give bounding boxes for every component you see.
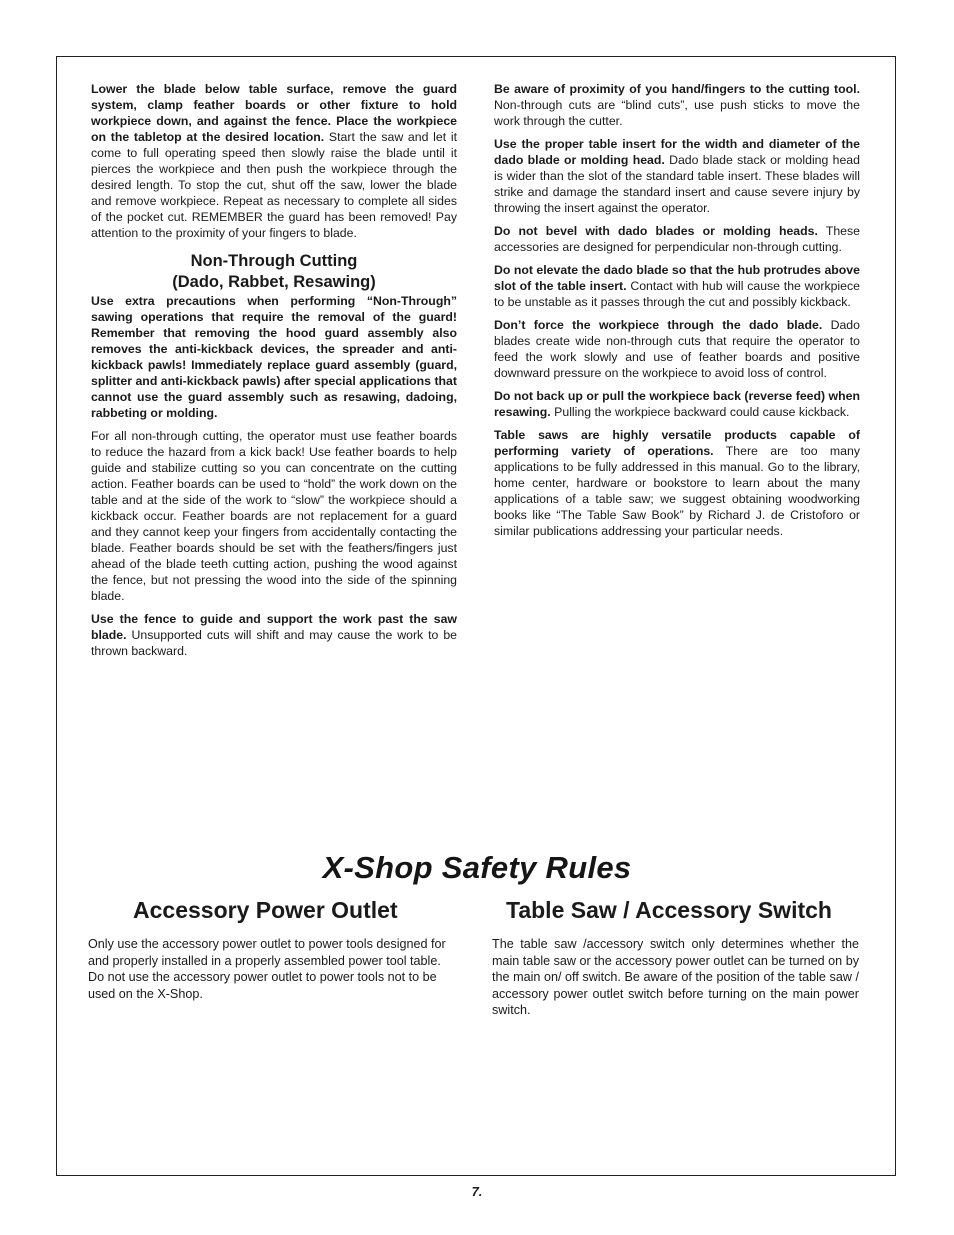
versatile-paragraph <box>494 427 860 539</box>
pocket-cut-body: Start the saw and let it come to full operating speed then slowly raise the blade until it pierces the workpiece and then push the workpiece through the desired length. To stop the cut, shut off the saw, lower the blade and remove workpiece. Repeat as necessary to complete all sides of the pocket cut. REMEMBER the guard has been removed! Pay attention to the proximity of your fingers to blade. <box>91 130 457 240</box>
precautions-text: Use extra precautions when performing “Non-Through” sawing operations that require the removal of the guard! Remember that removing the hood guard assembly also removes the anti-kickback devices, the spreader and anti-kickback pawls! Immediately replace guard assembly (guard, splitter and anti-kickback pawls) after special applications that cannot use the guard assembly such as resawing, dadoing, rabbeting or molding. <box>91 294 457 420</box>
fence-body: Unsupported cuts will shift and may cause the work to be thrown backward. <box>91 628 457 658</box>
left-column <box>91 81 457 666</box>
proximity-lead: Be aware of proximity of you hand/fingers to the cutting tool. <box>494 82 860 96</box>
hub-lead: Do not elevate the dado blade so that the hub protrudes above slot of the table insert. <box>494 263 860 293</box>
hub-paragraph <box>494 262 860 310</box>
feather-boards-text: For all non-through cutting, the operator must use feather boards to reduce the hazard from a kick back! Use feather boards to help guide and stabilize cutting so you can concentrate on the cutting action. Feather boards can be used to “hold” the work down on the table and at the side of the work to “slow” the workpiece should a kickback occur. Feather boards are not replacement for a guard and they cannot keep your fingers from accidentally contacting the blade. Feather boards should be set with the feathers/fingers just ahead of the blade teeth cutting action, pushing the wood against the fence, but not pressing the wood into the side of the spinning blade. <box>91 429 457 603</box>
fence-paragraph <box>91 611 457 659</box>
right-column <box>494 81 860 546</box>
fence-lead: Use the fence to guide and support the work past the saw blade. <box>91 612 457 642</box>
force-body: Dado blades create wide non-through cuts that require the operator to feed the work slowly and use of feather boards and positive downward pressure on the workpiece to avoid loss of control. <box>494 318 860 380</box>
accessory-outlet-text <box>88 936 455 1002</box>
bevel-lead: Do not bevel with dado blades or molding heads. <box>494 224 818 238</box>
versatile-lead: Table saws are highly versatile products capable of performing variety of operations. <box>494 428 860 458</box>
page-title: X-Shop Safety Rules <box>322 850 632 885</box>
reverse-feed-body: Pulling the workpiece backward could cause kickback. <box>550 405 850 419</box>
accessory-outlet-heading: Accessory Power Outlet <box>133 897 398 923</box>
pocket-cut-paragraph <box>91 81 457 241</box>
switch-text <box>492 936 859 1019</box>
table-insert-lead: Use the proper table insert for the width and diameter of the dado blade or molding head. <box>494 137 860 167</box>
table-insert-body: Dado blade stack or molding head is wider than the slot of the standard table insert. These blades will strike and damage the standard insert and cause severe injury by throwing the insert against the operator. <box>494 153 860 215</box>
accessory-outlet-p2: Do not use the accessory power outlet to power tools not to be used on the X-Shop. <box>88 970 437 1001</box>
table-insert-paragraph <box>494 136 860 216</box>
versatile-body: There are too many applications to be fully addressed in this manual. Go to the library, home center, hardware or bookstore to learn about the many applications of a table saw; we suggest obtaining woodworking books like “The Table Saw Book” by Richard J. de Cristoforo or similar publications addressing your particular needs. <box>494 444 860 538</box>
switch-p1: The table saw /accessory switch only determines whether the main table saw or the accessory power outlet can be turned on by the main on/ off switch. Be aware of the position of the table saw / accessory power outlet switch before turning on the main power switch. <box>492 937 859 1017</box>
non-through-heading <box>91 251 457 293</box>
feather-boards-paragraph <box>91 428 457 604</box>
accessory-outlet-p1: Only use the accessory power outlet to power tools designed for and properly installed in a properly assembled power tool table. <box>88 937 446 968</box>
non-through-heading-line2: (Dado, Rabbet, Resawing) <box>172 273 376 291</box>
bevel-paragraph <box>494 223 860 255</box>
pocket-cut-lead: Lower the blade below table surface, remove the guard system, clamp feather boards or other fixture to hold workpiece down, and against the fence. Place the workpiece on the tabletop at the desired location. <box>91 82 457 144</box>
force-lead: Don’t force the workpiece through the dado blade. <box>494 318 823 332</box>
proximity-body: Non-through cuts are “blind cuts”, use push sticks to move the work through the cutter. <box>494 98 860 128</box>
reverse-feed-lead: Do not back up or pull the workpiece back (reverse feed) when resawing. <box>494 389 860 419</box>
force-paragraph <box>494 317 860 381</box>
switch-heading: Table Saw / Accessory Switch <box>506 897 832 923</box>
page-number: 7. <box>471 1184 483 1199</box>
bevel-body: These accessories are designed for perpendicular non-through cutting. <box>494 224 860 254</box>
hub-body: Contact with hub will cause the workpiece to be unstable as it passes through the cut and possibly kickback. <box>494 279 860 309</box>
precautions-paragraph <box>91 293 457 421</box>
reverse-feed-paragraph <box>494 388 860 420</box>
proximity-paragraph <box>494 81 860 129</box>
non-through-heading-line1: Non-Through Cutting <box>190 252 358 270</box>
